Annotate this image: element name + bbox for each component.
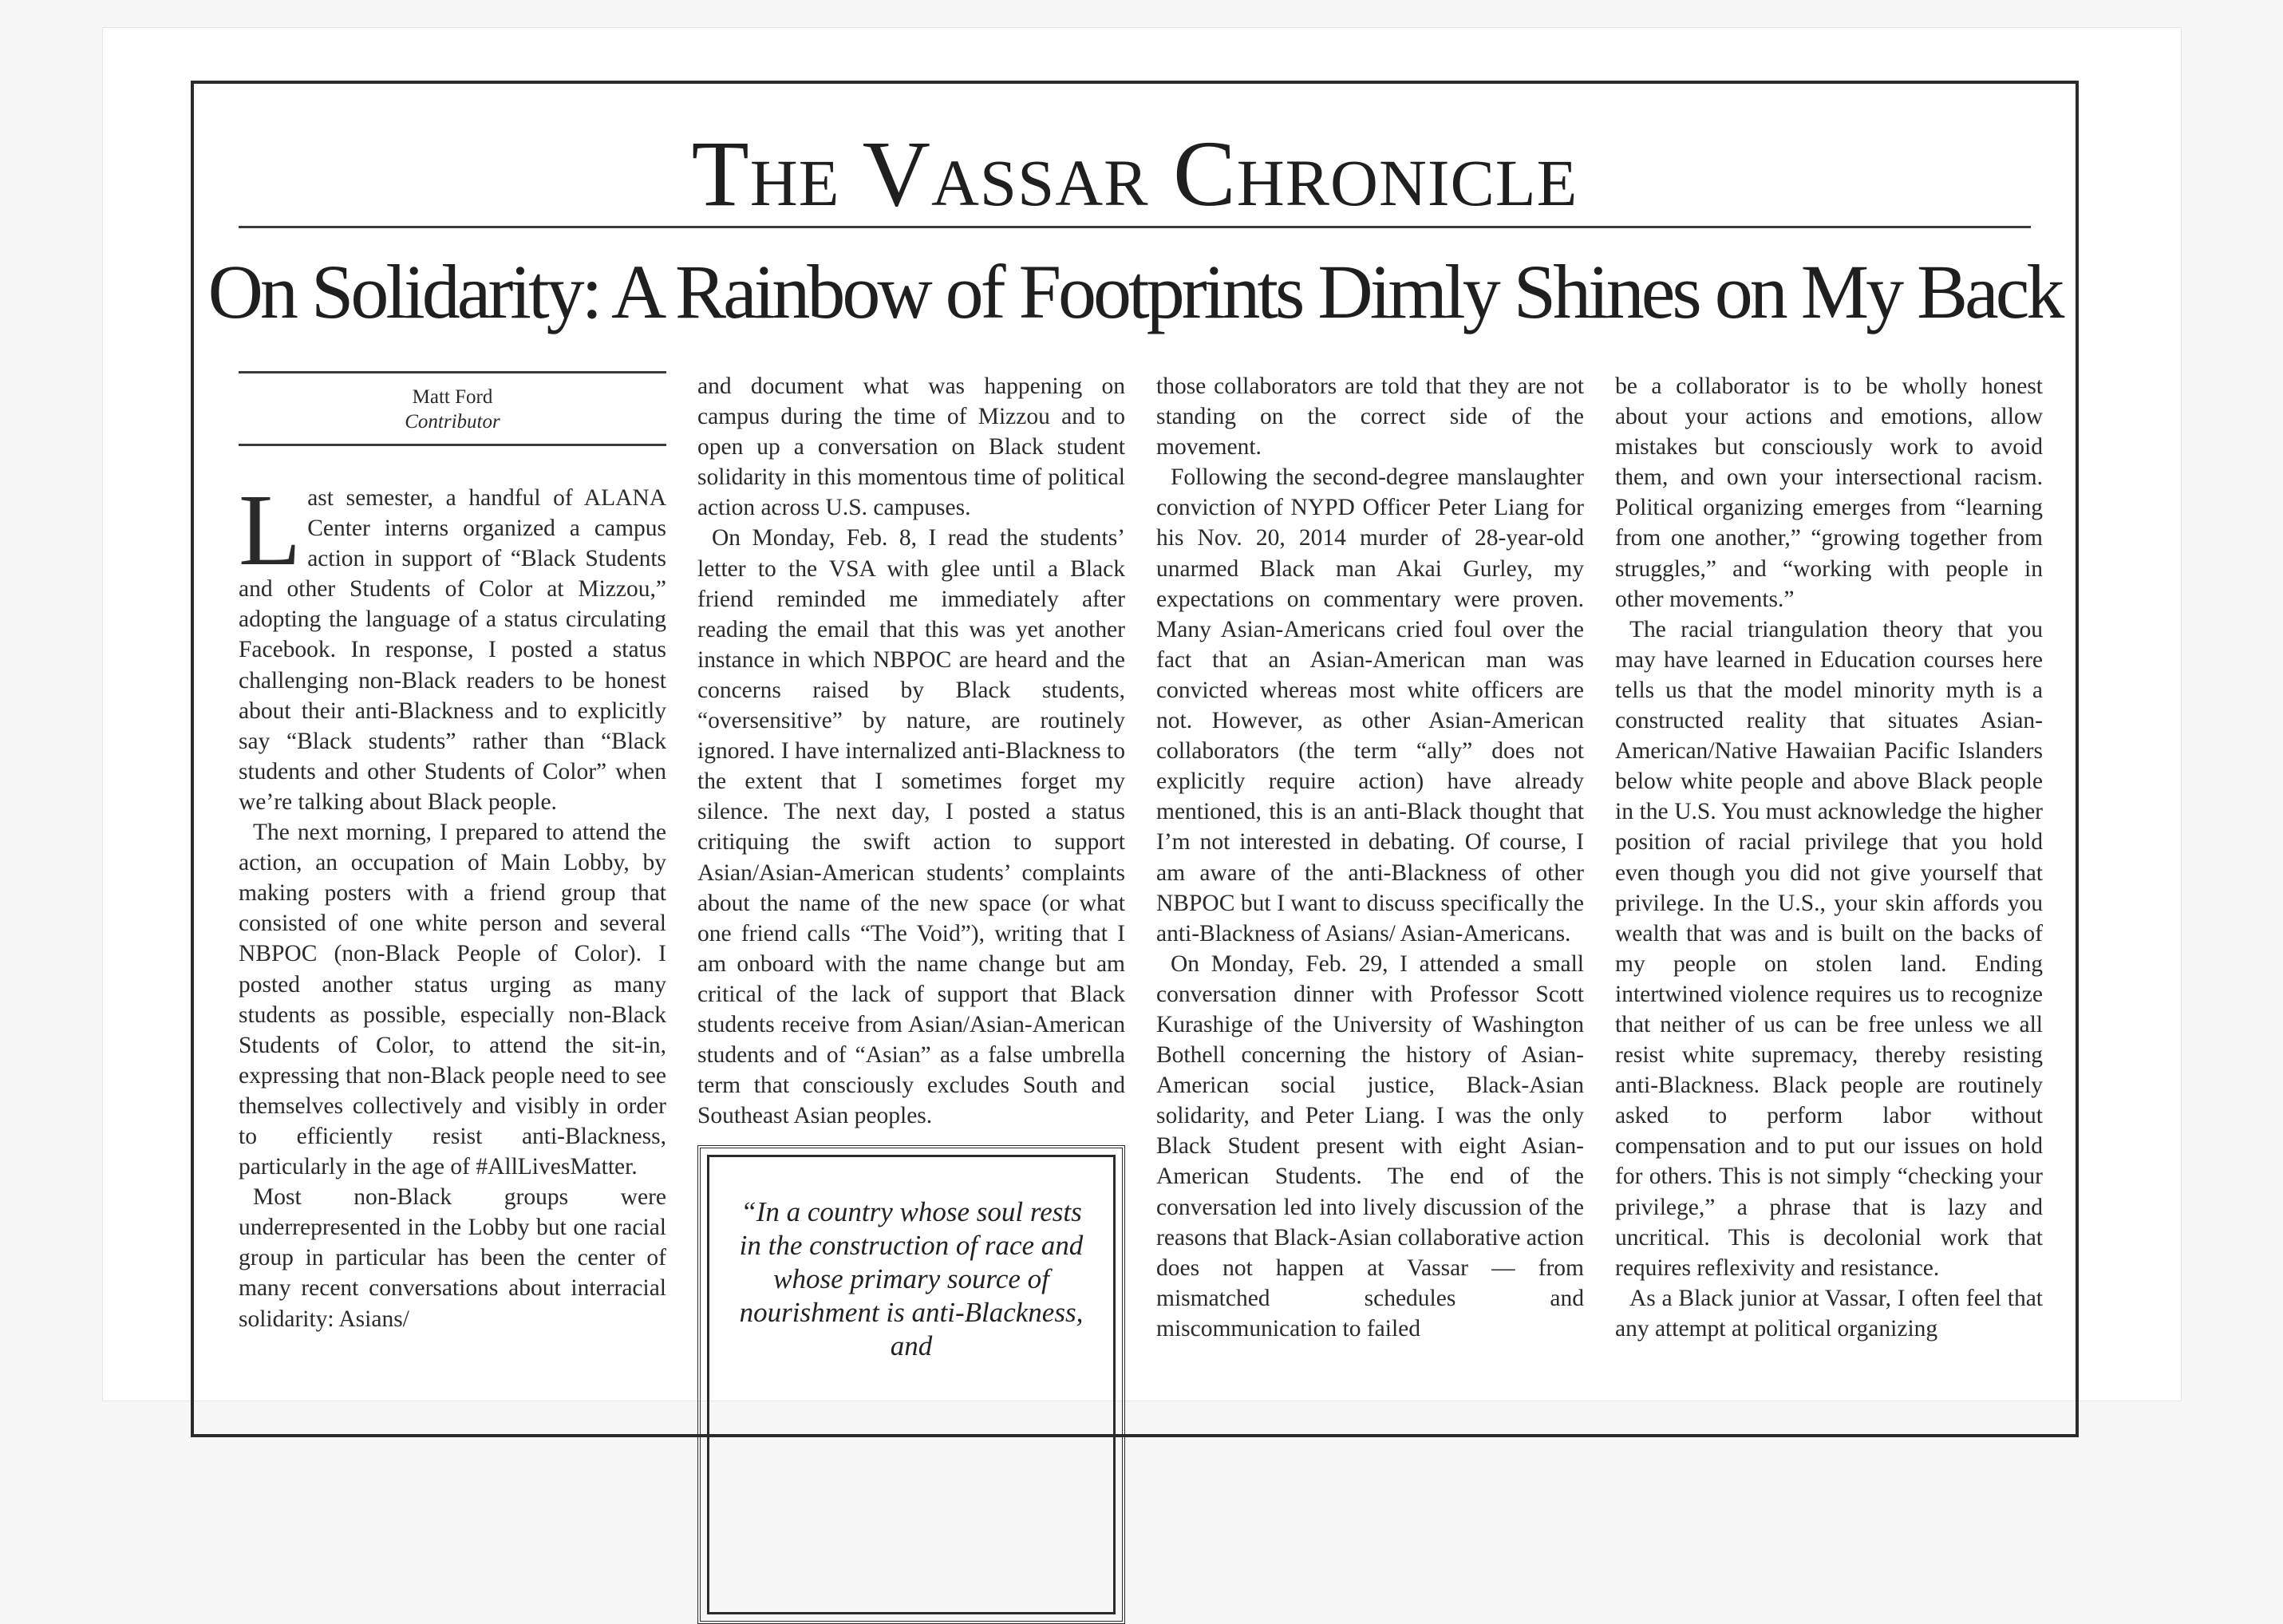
paragraph: On Monday, Feb. 29, I attended a small conversation dinner with Professor Scott Kurashige of the University of Washington Bothell concerning the history of Asian-American social justice, Black-Asian solidarity, and Peter Liang. I was the only Black Student present with eight Asian-American Students. The end of the conversation led into lively discussion of the reasons that Black-Asian collaborative action does not happen at Vassar — from mismatched schedules and miscommunication to failed	[1156, 950, 1584, 1341]
pull-quote: “In a country whose soul rests in the construction of race and whose primary source of nourishment is anti-Blackness, and	[707, 1155, 1116, 1614]
paragraph: As a Black junior at Vassar, I often feel that any attempt at political organizing	[1615, 1285, 2043, 1341]
article-column-1	[239, 371, 666, 1334]
author-role: Contributor	[405, 411, 500, 433]
page-sheet	[102, 27, 2182, 1401]
drop-cap: L	[239, 473, 302, 587]
article-column-2	[697, 371, 1125, 1624]
masthead: The Vassar Chronicle	[691, 121, 1578, 226]
byline	[239, 371, 666, 446]
masthead-rule	[239, 226, 2031, 228]
paragraph: those collaborators are told that they are not standing on the correct side of the movement.	[1156, 373, 1584, 460]
author-name: Matt Ford	[412, 386, 493, 408]
paragraph: Following the second-degree manslaughter conviction of NYPD Officer Peter Liang for his Nov. 20, 2014 murder of 28-year-old unarmed Black man Akai Gurley, my expectations on commentary were proven. Many Asian-Americans cried foul over the fact that an Asian-American man was convicted whereas most white officers are not. However, as other Asian-American collaborators (the term “ally” does not explicitly require action) have already mentioned, this is an anti-Black thought that I’m not interested in debating. Of course, I am aware of the anti-Blackness of other NBPOC but I want to discuss specifically the anti-Blackness of Asians/ Asian-Americans.	[1156, 464, 1584, 946]
newspaper-page	[191, 81, 2079, 1437]
paragraph: be a collaborator is to be wholly honest about your actions and emotions, allow mistakes but consciously work to avoid them, and own your intersectional racism. Political organizing emerges from “learning from one another,” “growing together from struggles,” and “working with people in other movements.”	[1615, 373, 2043, 612]
paragraph: and document what was happening on campus during the time of Mizzou and to open up a conversation on Black student solidarity in this momentous time of political action across U.S. campuses.	[697, 373, 1125, 521]
article-headline: On Solidarity: A Rainbow of Footprints Dimly Shines on My Back	[207, 249, 2062, 334]
paragraph: Most non-Black groups were underrepresented in the Lobby but one racial group in particular has been the center of many recent conversations about interracial solidarity: Asians/	[239, 1184, 666, 1332]
paragraph: On Monday, Feb. 8, I read the students’ letter to the VSA with glee until a Black friend reminded me immediately after reading the email that this was yet another instance in which NBPOC are heard and the concerns raised by Black students, “oversensitive” by nature, are routinely ignored. I have internalized anti-Blackness to the extent that I sometimes forget my silence. The next day, I posted a status critiquing the swift action to support Asian/Asian-American students’ complaints about the name of the new space (or what one friend calls “The Void”), writing that I am onboard with the name change but am critical of the lack of support that Black students receive from Asian/Asian-American students and of “Asian” as a false umbrella term that consciously excludes South and Southeast Asian peoples.	[697, 525, 1125, 1129]
paragraph: The next morning, I prepared to attend the action, an occupation of Main Lobby, by making posters with a friend group that consisted of one white person and several NBPOC (non-Black People of Color). I posted another status urging as many students as possible, especially non-Black Students of Color, to attend the sit-in, expressing that non-Black people need to see themselves collectively and visibly in order to efficiently resist anti-Blackness, particularly in the age of #AllLivesMatter.	[239, 820, 666, 1180]
article-column-3	[1156, 371, 1584, 1344]
paragraph: The racial triangulation theory that you may have learned in Education courses here tells us that the model minority myth is a constructed reality that situates Asian-American/Native Hawaiian Pacific Islanders below white people and above Black people in the U.S. You must acknowledge the higher position of racial privilege that you hold even though you did not give yourself that privilege. In the U.S., your skin affords you wealth that was and is built on the backs of my people on stolen land. Ending intertwined violence requires us to recognize that neither of us can be free unless we all resist white supremacy, thereby resisting anti-Blackness. Black people are routinely asked to perform labor without compensation and to put our issues on hold for others. This is not simply “checking your privilege,” a phrase that is lazy and uncritical. This is decolonial work that requires reflexivity and resistance.	[1615, 616, 2043, 1281]
pull-quote-box	[697, 1145, 1125, 1624]
article-column-4	[1615, 371, 2043, 1344]
paragraph: ast semester, a handful of ALANA Center interns organized a campus action in support of “Black Students and other Students of Color at Mizzou,” adopting the language of a status circulating Facebook. In response, I posted a status challenging non-Black readers to be honest about their anti-Blackness and to explicitly say “Black students” rather than “Black students and other Students of Color” when we’re talking about Black people.	[239, 485, 666, 815]
